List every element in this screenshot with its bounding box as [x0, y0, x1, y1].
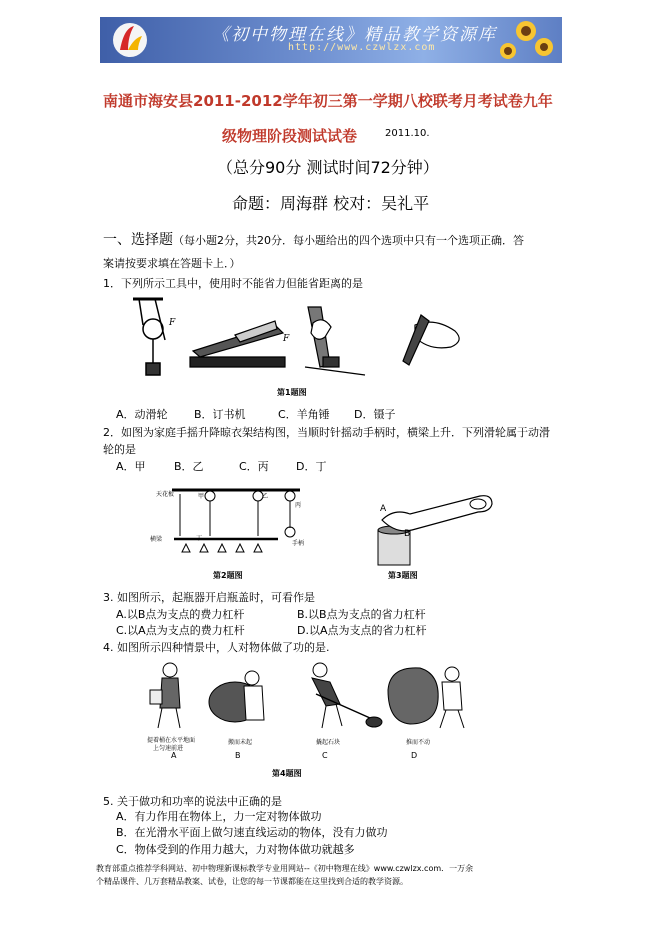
exam-author: 命题：周海群 校对：吴礼平 [232, 194, 430, 213]
label-yi: 乙 [262, 493, 269, 500]
q2-option-a: A．甲 [116, 460, 146, 473]
q1-option-d: D．镊子 [354, 408, 396, 421]
scene-b-desc: 搬而未起 [228, 739, 253, 746]
footer-line1: 教育部重点推荐学科网站、初中物理新课标教学专业用网站--《初中物理在线》www.czwlzx.com．一万余 [96, 864, 474, 873]
force-label: F [169, 318, 176, 328]
q4-figure [140, 660, 480, 732]
footer-line2: 个精品课件、几万套精品教案、试卷，让您的每一节课都能在这里找到合适的教学资源。 [96, 877, 408, 886]
q4-stem: 4. 如图所示四种情景中，人对物体做了功的是. [103, 641, 330, 654]
scene-b-icon [209, 671, 264, 722]
label-jia: 甲 [198, 493, 205, 500]
banner-title: 《初中物理在线》精品教学资源库 [212, 25, 497, 45]
label-bing: 丙 [295, 502, 302, 509]
scene-c-icon [312, 663, 382, 728]
q5-stem: 5. 关于做功和功率的说法中正确的是 [103, 795, 282, 808]
sunflower-icon [486, 17, 556, 63]
label-beam: 横梁 [150, 536, 163, 543]
site-banner [100, 17, 562, 63]
q3-stem: 3. 如图所示，起瓶器开启瓶盖时，可看作是 [103, 591, 315, 604]
exam-date: 2011.10. [385, 128, 430, 139]
q5-option-b: B．在光滑水平面上做匀速直线运动的物体，没有力做功 [116, 826, 388, 839]
claw-hammer-icon [305, 307, 365, 375]
q1-figure [125, 295, 475, 385]
page-title-line1: 南通市海安县2011-2012学年初三第一学期八校联考月考试卷九年 [103, 92, 553, 110]
scene-d-letter: D [411, 751, 418, 760]
q1-fig-caption: 第1题图 [277, 388, 307, 397]
pulley-tool-icon [133, 299, 165, 375]
q1-option-a: A．动滑轮 [116, 408, 168, 421]
q2-option-d: D．丁 [296, 460, 327, 473]
label-ceiling: 天花板 [156, 491, 175, 498]
scene-d-icon [388, 667, 464, 728]
label-ding: 丁 [196, 535, 203, 542]
q5-option-c: C．物体受到的作用力越大，力对物体做功就越多 [116, 843, 355, 856]
scene-c-desc: 撬起石块 [316, 739, 341, 746]
scene-a-desc-b: 上匀速前进 [153, 745, 184, 752]
scene-b-letter: B [235, 751, 241, 760]
scene-a-letter: A [171, 751, 177, 760]
scene-a-desc-a: 提着桶在水平地面 [147, 737, 196, 744]
point-b-label: B [404, 529, 411, 539]
q3-option-c: C.以A点为支点的费力杠杆 [116, 624, 245, 637]
q1-option-c: C．羊角锤 [278, 408, 330, 421]
q2-option-b: B．乙 [174, 460, 204, 473]
section-instruction-a: （每小题2分，共20分．每小题给出的四个选项中只有一个选项正确．答 [173, 234, 524, 247]
bottle-opener-icon [370, 490, 500, 565]
q2-stem-b: 轮的是 [103, 443, 136, 456]
q2-fig-caption: 第2题图 [213, 571, 243, 580]
point-a-label: A [380, 504, 387, 514]
section-heading: 一、选择题 [103, 232, 173, 248]
scene-c-letter: C [322, 751, 328, 760]
q3-option-d: D.以A点为支点的省力杠杆 [297, 624, 427, 637]
page-footer [96, 862, 571, 888]
q1-option-b: B．订书机 [194, 408, 246, 421]
page-title-line2: 级物理阶段测试试卷 [222, 127, 358, 145]
section-instruction-b: 案请按要求填在答题卡上．） [103, 257, 241, 270]
q1-stem: 1．下列所示工具中，使用时不能省力但能省距离的是 [103, 277, 363, 290]
banner-url: http://www.czwlzx.com [288, 42, 436, 53]
q2-stem-a: 2．如图为家庭手摇升降晾衣架结构图，当顺时针摇动手柄时，横梁上升．下列滑轮属于动滑 [103, 426, 550, 439]
q3-option-a: A.以B点为支点的费力杠杆 [116, 608, 245, 621]
q5-option-a: A．有力作用在物体上，力一定对物体做功 [116, 810, 322, 823]
site-logo-icon [104, 20, 156, 60]
q3-option-b: B.以B点为支点的省力杠杆 [297, 608, 426, 621]
section-instruction [103, 229, 524, 249]
tweezers-icon [403, 315, 459, 365]
q3-fig-caption: 第3题图 [388, 571, 418, 580]
scene-d-desc: 推而不动 [406, 739, 431, 746]
q2-option-c: C．丙 [239, 460, 269, 473]
q4-fig-caption: 第4题图 [272, 769, 302, 778]
exam-total: （总分90分 测试时间72分钟） [217, 158, 439, 177]
scene-a-icon [150, 663, 180, 728]
force-label-2: F [283, 334, 290, 344]
stapler-icon [190, 321, 285, 367]
label-handle: 手柄 [292, 540, 305, 547]
